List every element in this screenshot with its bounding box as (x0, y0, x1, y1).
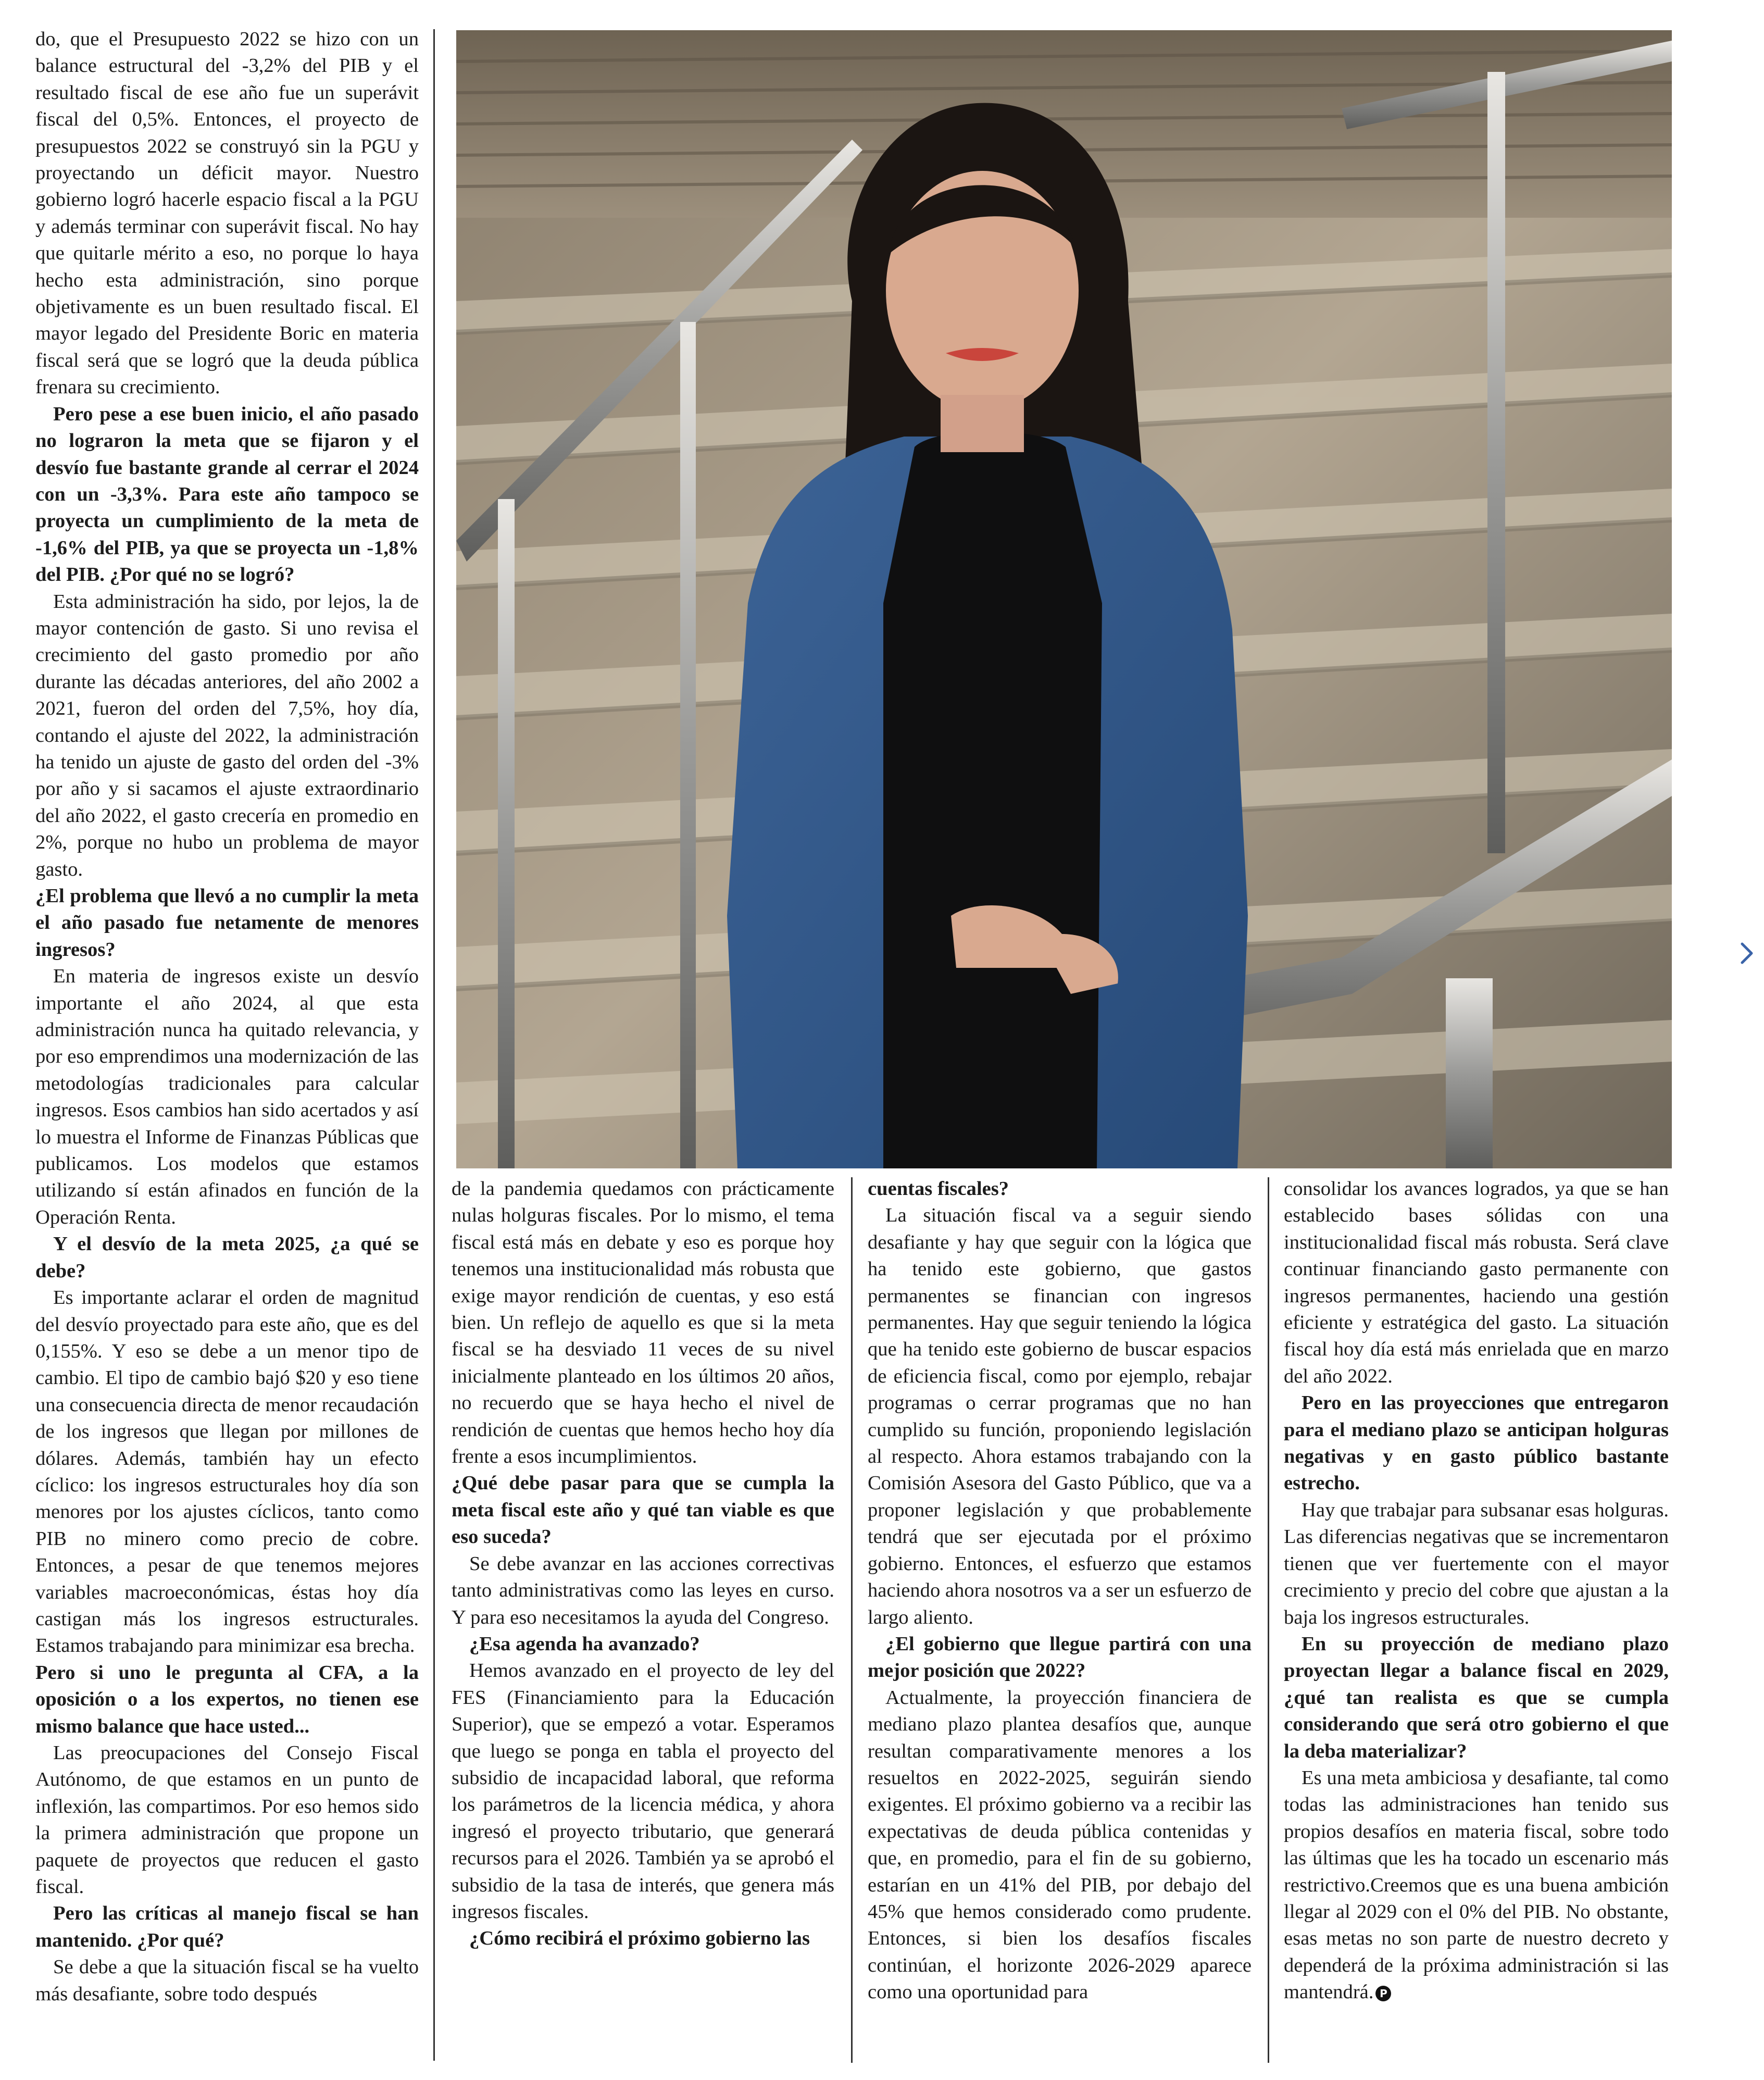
column-rule (433, 29, 435, 2061)
portrait-photo (456, 30, 1672, 1168)
paragraph: consolidar los avances logrados, ya que se han establecido bases sólidas con una institucionalidad fiscal más robusta. Será clave continuar financiando gasto permanente con ingresos permanentes, haciendo una gestión eficiente y estratégica del gasto. La situación fiscal hoy día está más enrielada que en marzo del año 2022. (1284, 1178, 1669, 1387)
portrait-illustration (456, 30, 1672, 1168)
question: Y el desvío de la meta 2025, ¿a qué se debe? (35, 1233, 419, 1282)
answer: Es importante aclarar el orden de magnitud del desvío proyectado para este año, que es del 0,155%. Y eso se debe a un menor tipo de cambio. El tipo de cambio bajó $20 y eso tiene una consecuencia directa de menor recaudación de los ingresos que llegan por millones de dólares. Además, también hay un efecto cíclico: los ingresos estructurales hoy día son menores por los ajustes cíclicos, tanto como PIB no minero como precio de cobre. Entonces, a pesar de que tenemos mejores variables macroeconómicas, éstas hoy día castigan más los ingresos estructurales. Estamos trabajando para minimizar esa brecha. (35, 1287, 419, 1657)
article-column-3 (868, 1176, 1252, 2061)
question: ¿Qué debe pasar para que se cumpla la meta fiscal este año y qué tan viable es que eso suceda? (452, 1472, 834, 1548)
answer-text: Es una meta ambiciosa y desafiante, tal como todas las administraciones han tenido sus propios desafíos en materia fiscal, sobre todo las últimas que les ha tocado un escenario más restrictivo.Creemos que es una buena ambición llegar al 2029 con el 0% del PIB. No obstante, esas metas no son parte de nuestro decreto y dependerá de la próxima administración si las mantendrá. (1284, 1766, 1669, 2003)
article-column-2 (452, 1176, 834, 2061)
paragraph: do, que el Presupuesto 2022 se hizo con un balance estructural del -3,2% del PIB y el resultado fiscal de ese año fue un superávit fiscal del 0,5%. Entonces, el proyecto de presupuestos 2022 se construyó sin la PGU y proyectando un déficit mayor. Nuestro gobierno logró hacerle espacio fiscal a la PGU y además terminar con superávit fiscal. No hay que quitarle mérito a eso, no porque lo haya hecho esta administración, sino porque objetivamente es un buen resultado fiscal. El mayor legado del Presidente Boric en materia fiscal será que se logró que la deuda pública frenara su crecimiento. (35, 28, 419, 398)
question: Pero en las proyecciones que entregaron para el mediano plazo se anticipan holguras negativas y en gasto público bastante estrecho. (1284, 1392, 1669, 1494)
column-rule (1268, 1177, 1269, 2063)
article-column-4 (1284, 1176, 1669, 2061)
answer: Esta administración ha sido, por lejos, la de mayor contención de gasto. Si uno revisa el crecimiento del gasto promedio por año durante las décadas anteriores, del año 2002 a 2021, fueron del orden del 7,5%, hoy día, contando el ajuste del 2022, la administración ha tenido un ajuste de gasto del orden del -3% por año y si sacamos el ajuste extraordinario del año 2022, el gasto crecería en promedio en 2%, porque no hubo un problema de mayor gasto. (35, 590, 419, 880)
question: Pero si uno le pregunta al CFA, a la oposición o a los expertos, no tienen ese mismo balance que hace usted... (35, 1661, 419, 1737)
question: ¿Cómo recibirá el próximo gobierno las (469, 1927, 810, 1950)
answer: En materia de ingresos existe un desvío importante el año 2024, al que esta administración nunca ha quitado relevancia, y por eso emprendimos una modernización de las metodologías tradicionales para calcular ingresos. Esos cambios han sido acertados y así lo muestra el Informe de Finanzas Públicas que publicamos. Los modelos que estamos utilizando sí están afinados en función de la Operación Renta. (35, 965, 419, 1228)
end-of-article-icon: P (1375, 1986, 1391, 2001)
question: Pero las críticas al manejo fiscal se han mantenido. ¿Por qué? (35, 1902, 419, 1951)
column-rule (851, 1177, 853, 2063)
answer: Actualmente, la proyección financiera de mediano plazo plantea desafíos que, aunque resultan comparativamente menores a los resueltos en 2022-2025, seguirán siendo exigentes. El próximo gobierno va a recibir las expectativas de deuda pública contenidas y que, en promedio, para el fin de su gobierno, estarían en un 41% del PIB, por debajo del 45% que hemos considerado como prudente. Entonces, si bien los desafíos fiscales continúan, el horizonte 2026-2029 aparece como una oportunidad para (868, 1686, 1252, 2003)
answer: Hemos avanzado en el proyecto de ley del FES (Financiamiento para la Educación Superior), que se empezó a votar. Esperamos que luego se ponga en tabla el proyecto del subsidio de incapacidad laboral, que reforma los parámetros de la licencia médica, y ahora ingresó el proyecto tributario, que generará recursos para el 2026. También ya se aprobó el subsidio de la tasa de interés, que genera más ingresos fiscales. (452, 1660, 834, 1923)
answer: Las preocupaciones del Consejo Fiscal Autónomo, de que estamos en un punto de inflexión, las compartimos. Por eso hemos sido la primera administración que propone un paquete de proyectos que reducen el gasto fiscal. (35, 1742, 419, 1898)
paragraph: de la pandemia quedamos con prácticamente nulas holguras fiscales. Por lo mismo, el tema fiscal está más en debate y eso es porque hoy tenemos una institucionalidad más robusta que exige mayor rendición de cuentas, y eso está bien. Un reflejo de aquello es que si la meta fiscal se ha desviado 11 veces de su nivel inicialmente planteado en los últimos 20 años, no recuerdo que se haya hecho el nivel de rendición de cuentas que hemos hecho hoy día frente a esos incumplimientos. (452, 1178, 834, 1468)
article-column-1 (35, 26, 419, 2060)
chevron-right-icon (1737, 938, 1758, 969)
question: En su proyección de mediano plazo proyectan llegar a balance fiscal en 2029, ¿qué tan realista es que se cumpla considerando que será otro gobierno el que la deba materializar? (1284, 1633, 1669, 1762)
question: ¿El problema que llevó a no cumplir la meta el año pasado fue netamente de menores ingresos? (35, 885, 419, 961)
answer: Se debe a que la situación fiscal se ha vuelto más desafiante, sobre todo después (35, 1956, 419, 2005)
question: ¿El gobierno que llegue partirá con una mejor posición que 2022? (868, 1633, 1252, 1682)
question: Pero pese a ese buen inicio, el año pasado no lograron la meta que se fijaron y el desvío fue bastante grande al cerrar el 2024 con un -3,3%. Para este año tampoco se proyecta un cumplimiento de la meta de -1,6% del PIB, ya que se proyecta un -1,8% del PIB. ¿Por qué no se logró? (35, 403, 419, 586)
answer: La situación fiscal va a seguir siendo desafiante y hay que seguir con la lógica que ha tenido este gobierno, que gastos permanentes se financian con ingresos permanentes. Hay que seguir teniendo la lógica que ha tenido este gobierno de buscar espacios de eficiencia fiscal, como por ejemplo, rebajar programas o cerrar programas que no han cumplido su función, proponiendo legislación al respecto. Ahora estamos trabajando con la Comisión Asesora del Gasto Público, que va a proponer legislación y que probablemente tendrá que ser ejecutada por el próximo gobierno. Entonces, el esfuerzo que estamos haciendo ahora nosotros va a ser un esfuerzo de largo aliento. (868, 1204, 1252, 1628)
question: ¿Esa agenda ha avanzado? (469, 1633, 700, 1655)
next-page-button[interactable] (1737, 938, 1758, 969)
answer: Hay que trabajar para subsanar esas holguras. Las diferencias negativas que se incrementaron tienen que ver fuertemente con el mayor crecimiento y precio del cobre que ajustan a la baja los ingresos estructurales. (1284, 1499, 1669, 1628)
question: cuentas fiscales? (868, 1178, 1009, 1200)
answer: Se debe avanzar en las acciones correctivas tanto administrativas como las leyes en curso. Y para eso necesitamos la ayuda del Congreso. (452, 1552, 834, 1628)
answer (1284, 1765, 1669, 2006)
